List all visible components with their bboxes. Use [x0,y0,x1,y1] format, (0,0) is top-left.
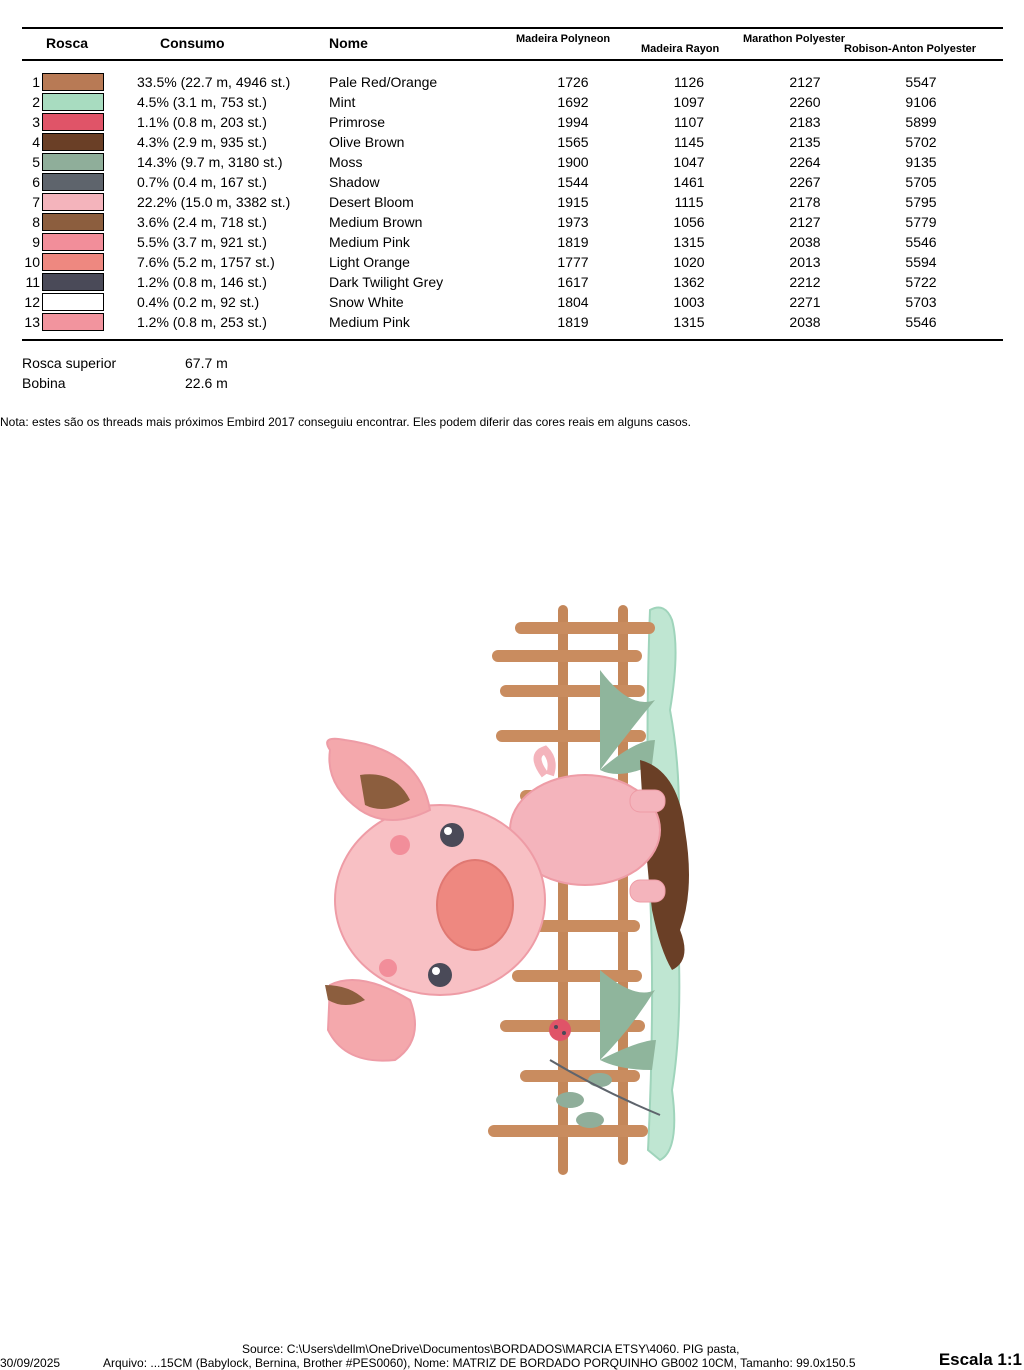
madeira-rayon-code: 1097 [673,94,705,110]
thread-name: Primrose [329,114,386,130]
madeira-polyneon-code: 1804 [557,294,589,310]
marathon-polyester-code: 2127 [789,214,821,230]
madeira-polyneon-code: 1617 [557,274,589,290]
thread-name: Light Orange [329,254,410,270]
marathon-polyester-code: 2013 [789,254,821,270]
marathon-polyester-code: 2212 [789,274,821,290]
thread-name: Desert Bloom [329,194,414,210]
thread-color-swatch [42,233,104,251]
thread-color-swatch [42,313,104,331]
madeira-rayon-code: 1362 [673,274,705,290]
thread-consumption: 1.1% (0.8 m, 203 st.) [137,114,267,130]
robison-anton-code: 5899 [905,114,937,130]
marathon-polyester-code: 2271 [789,294,821,310]
thread-number: 2 [32,94,40,110]
bobina-label: Bobina [22,375,66,391]
file-info: Arquivo: ...15CM (Babylock, Bernina, Brother #PES0060), Nome: MATRIZ DE BORDADO PORQUINHO GB002 10CM, Tamanho: 99.0x150.5 [103,1356,856,1370]
madeira-polyneon-code: 1973 [557,214,589,230]
thread-color-swatch [42,73,104,91]
thread-number: 12 [24,294,40,310]
thread-number: 7 [32,194,40,210]
thread-number: 8 [32,214,40,230]
robison-anton-code: 9106 [905,94,937,110]
marathon-polyester-code: 2038 [789,314,821,330]
madeira-polyneon-code: 1900 [557,154,589,170]
table-row [0,172,1024,192]
thread-consumption: 0.7% (0.4 m, 167 st.) [137,174,267,190]
madeira-rayon-code: 1115 [674,194,704,210]
table-top-rule [22,27,1003,29]
madeira-rayon-code: 1056 [673,214,705,230]
thread-color-swatch [42,153,104,171]
flower-dot [554,1025,558,1029]
robison-anton-code: 5795 [905,194,937,210]
thread-consumption: 14.3% (9.7 m, 3180 st.) [137,154,283,170]
madeira-rayon-code: 1145 [673,134,705,150]
header-rosca: Rosca [46,35,89,51]
table-bottom-rule [22,339,1003,341]
robison-anton-code: 5546 [905,234,937,250]
madeira-rayon-code: 1126 [673,74,705,90]
madeira-polyneon-code: 1692 [557,94,589,110]
table-row [0,72,1024,92]
pig-tail [538,750,552,775]
rosca-superior-value: 67.7 m [185,355,228,371]
robison-anton-code: 5722 [905,274,937,290]
table-row [0,252,1024,272]
flower [549,1019,571,1041]
table-row [0,92,1024,112]
madeira-polyneon-code: 1565 [557,134,589,150]
table-row [0,292,1024,312]
thread-consumption: 0.4% (0.2 m, 92 st.) [137,294,260,310]
pig-eye-shine [432,967,440,975]
madeira-polyneon-code: 1819 [557,234,589,250]
robison-anton-code: 5703 [905,294,937,310]
madeira-polyneon-code: 1915 [557,194,589,210]
thread-number: 5 [32,154,40,170]
madeira-polyneon-code: 1777 [557,254,589,270]
thread-consumption: 33.5% (22.7 m, 4946 st.) [137,74,291,90]
thread-number: 6 [32,174,40,190]
source-path: Source: C:\Users\dellm\OneDrive\Documentos\BORDADOS\MARCIA ETSY\4060. PIG pasta, [242,1342,740,1356]
flower-dot [562,1031,566,1035]
marathon-polyester-code: 2267 [789,174,821,190]
marathon-polyester-code: 2038 [789,234,821,250]
marathon-polyester-code: 2260 [789,94,821,110]
thread-number: 3 [32,114,40,130]
thread-number: 9 [32,234,40,250]
thread-name: Medium Pink [329,234,410,250]
pig-eye [440,823,464,847]
thread-consumption: 1.2% (0.8 m, 146 st.) [137,274,267,290]
pig-leg [630,790,665,812]
thread-name: Dark Twilight Grey [329,274,444,290]
thread-number: 1 [32,74,40,90]
marathon-polyester-code: 2127 [789,74,821,90]
thread-consumption: 5.5% (3.7 m, 921 st.) [137,234,267,250]
bobina-value: 22.6 m [185,375,228,391]
thread-name: Moss [329,154,363,170]
madeira-polyneon-code: 1994 [557,114,589,130]
thread-name: Shadow [329,174,380,190]
marathon-polyester-code: 2135 [789,134,821,150]
madeira-rayon-code: 1315 [673,234,705,250]
madeira-rayon-code: 1020 [673,254,705,270]
madeira-rayon-code: 1107 [673,114,705,130]
table-row [0,152,1024,172]
madeira-rayon-code: 1315 [673,314,705,330]
robison-anton-code: 5546 [905,314,937,330]
header-madeira-rayon: Madeira Rayon [641,43,720,55]
madeira-polyneon-code: 1544 [557,174,589,190]
robison-anton-code: 5705 [905,174,937,190]
thread-name: Olive Brown [329,134,405,150]
table-row [0,192,1024,212]
marathon-polyester-code: 2183 [789,114,821,130]
robison-anton-code: 5547 [905,74,937,90]
header-consumo: Consumo [160,35,225,51]
thread-name: Medium Pink [329,314,410,330]
robison-anton-code: 9135 [905,154,937,170]
thread-consumption: 4.5% (3.1 m, 753 st.) [137,94,267,110]
print-date: 30/09/2025 [0,1356,61,1370]
thread-color-swatch [42,293,104,311]
thread-color-swatch [42,253,104,271]
thread-name: Medium Brown [329,214,423,230]
thread-color-swatch [42,213,104,231]
thread-color-swatch [42,193,104,211]
robison-anton-code: 5702 [905,134,937,150]
pig-leg [630,880,665,902]
thread-number: 13 [24,314,40,330]
thread-color-swatch [42,93,104,111]
thread-consumption: 3.6% (2.4 m, 718 st.) [137,214,267,230]
thread-number: 11 [25,274,40,290]
thread-number: 10 [24,254,40,270]
thread-consumption: 7.6% (5.2 m, 1757 st.) [137,254,275,270]
table-row [0,272,1024,292]
thread-table-body [0,72,1024,332]
thread-name: Snow White [329,294,404,310]
header-robison-anton-polyester: Robison-Anton Polyester [844,43,977,55]
pig-snout [437,860,513,950]
thread-number: 4 [32,134,40,150]
thread-consumption: 1.2% (0.8 m, 253 st.) [137,314,267,330]
thread-consumption: 4.3% (2.9 m, 935 st.) [137,134,267,150]
pig-cheek [390,835,410,855]
thread-color-swatch [42,133,104,151]
madeira-polyneon-code: 1819 [557,314,589,330]
thread-consumption: 22.2% (15.0 m, 3382 st.) [137,194,291,210]
table-row [0,312,1024,332]
thread-name: Pale Red/Orange [329,74,438,90]
pig-cheek [379,959,397,977]
rosca-superior-label: Rosca superior [22,355,117,371]
table-row [0,232,1024,252]
header-marathon-polyester: Marathon Polyester [743,33,846,45]
pig-eye [428,963,452,987]
table-row [0,112,1024,132]
madeira-rayon-code: 1003 [673,294,705,310]
table-row [0,212,1024,232]
marathon-polyester-code: 2178 [789,194,821,210]
header-nome: Nome [329,35,368,51]
header-madeira-polyneon: Madeira Polyneon [516,33,611,45]
pig-eye-shine [444,827,452,835]
thread-note: Nota: estes são os threads mais próximos Embird 2017 conseguiu encontrar. Eles podem diferir das cores reais em alguns casos. [0,415,692,429]
marathon-polyester-code: 2264 [789,154,821,170]
table-header-rule [22,59,1003,61]
thread-name: Mint [329,94,356,110]
table-row [0,132,1024,152]
madeira-rayon-code: 1047 [673,154,705,170]
scale-label: Escala 1:1 [938,1350,1022,1369]
madeira-polyneon-code: 1726 [557,74,589,90]
robison-anton-code: 5594 [905,254,937,270]
thread-color-swatch [42,173,104,191]
thread-color-swatch [42,113,104,131]
thread-color-swatch [42,273,104,291]
embroidery-design-image [300,590,720,1190]
madeira-rayon-code: 1461 [673,174,705,190]
robison-anton-code: 5779 [905,214,937,230]
